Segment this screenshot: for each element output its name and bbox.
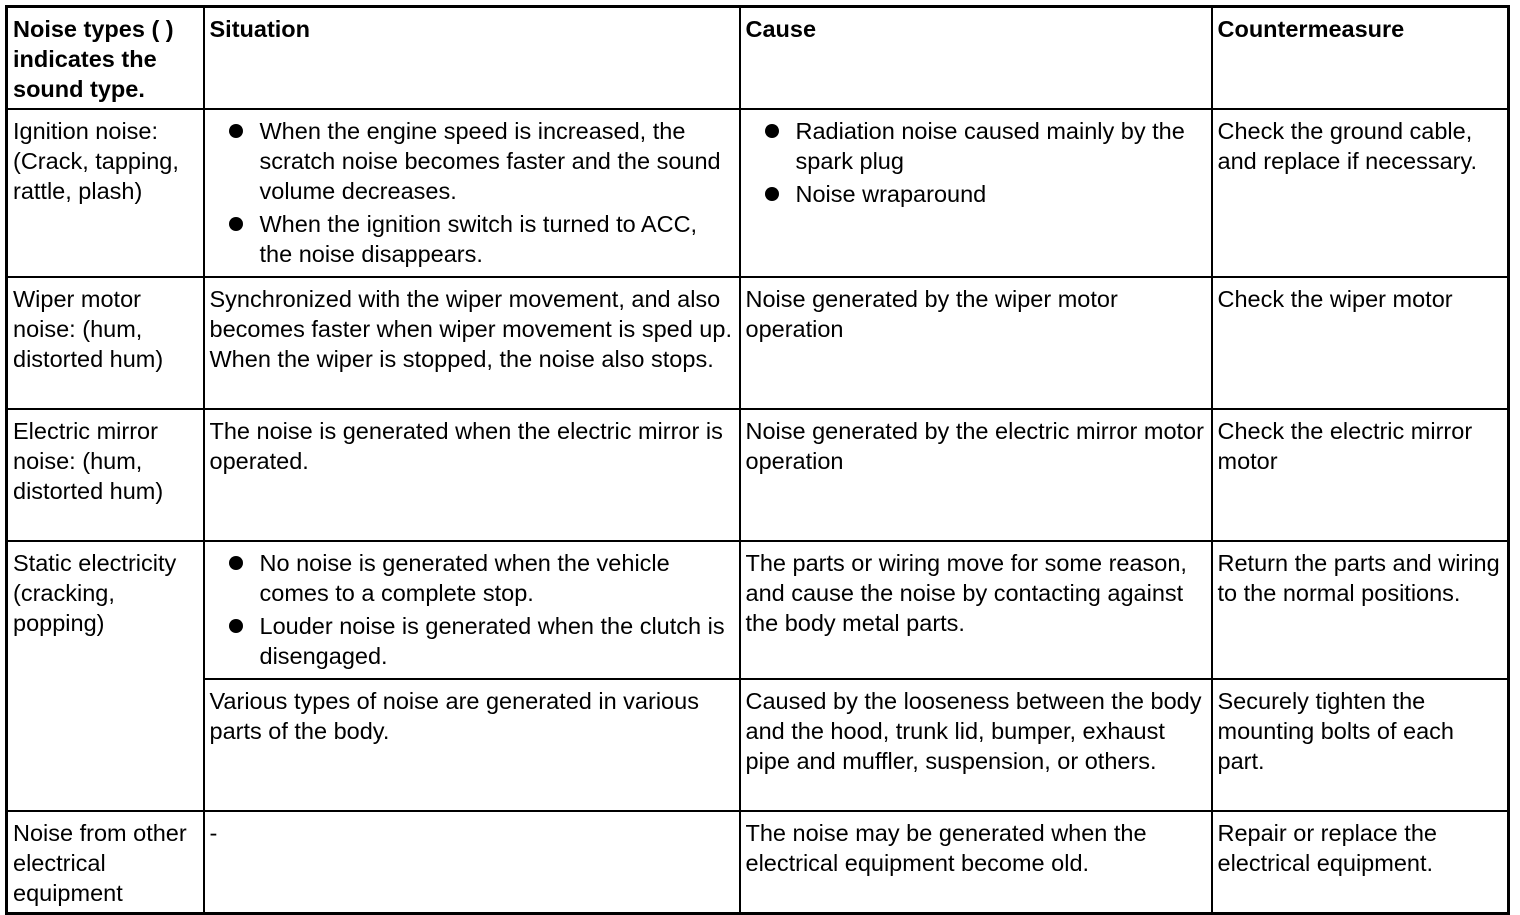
countermeasure-cell: Check the electric mirror motor (1212, 409, 1509, 541)
list-item: Noise wraparound (746, 179, 1206, 209)
header-countermeasure: Countermeasure (1212, 7, 1509, 110)
cause-cell: Noise generated by the wiper motor operation (740, 277, 1212, 409)
table-row (7, 811, 1509, 914)
list-item: No noise is generated when the vehicle comes to a complete stop. (210, 548, 734, 608)
cause-cell: Noise generated by the electric mirror motor operation (740, 409, 1212, 541)
header-cause: Cause (740, 7, 1212, 110)
noise-type-cell: Noise from other electrical equipment (7, 811, 204, 914)
table-row (7, 109, 1509, 277)
list-item: Louder noise is generated when the clutch is disengaged. (210, 611, 734, 671)
table-row (7, 541, 1509, 679)
bullet-icon (229, 556, 243, 570)
situation-cell: Various types of noise are generated in various parts of the body. (204, 679, 740, 811)
header-situation: Situation (204, 7, 740, 110)
countermeasure-cell: Return the parts and wiring to the normal positions. (1212, 541, 1509, 679)
noise-type-cell: Ignition noise: (Crack, tapping, rattle, plash) (7, 109, 204, 277)
bullet-icon (229, 217, 243, 231)
situation-cell: Synchronized with the wiper movement, and also becomes faster when wiper movement is sped up. When the wiper is stopped, the noise also stops. (204, 277, 740, 409)
list-item: Radiation noise caused mainly by the spark plug (746, 116, 1206, 176)
header-noise-type: Noise types ( ) indicates the sound type. (7, 7, 204, 110)
countermeasure-cell: Repair or replace the electrical equipment. (1212, 811, 1509, 914)
situation-cell: - (204, 811, 740, 914)
situation-cell: The noise is generated when the electric mirror is operated. (204, 409, 740, 541)
noise-type-cell: Static electricity (cracking, popping) (7, 541, 204, 811)
cause-cell (740, 109, 1212, 277)
cause-cell: The noise may be generated when the electrical equipment become old. (740, 811, 1212, 914)
list-item: When the engine speed is increased, the scratch noise becomes faster and the sound volume decreases. (210, 116, 734, 206)
table-row (7, 277, 1509, 409)
noise-type-cell: Wiper motor noise: (hum, distorted hum) (7, 277, 204, 409)
situation-cell (204, 109, 740, 277)
table-row (7, 679, 1509, 811)
noise-type-cell: Electric mirror noise: (hum, distorted hum) (7, 409, 204, 541)
bullet-icon (765, 124, 779, 138)
table-row (7, 409, 1509, 541)
countermeasure-cell: Check the ground cable, and replace if necessary. (1212, 109, 1509, 277)
bullet-icon (229, 619, 243, 633)
cause-cell: The parts or wiring move for some reason, and cause the noise by contacting against the body metal parts. (740, 541, 1212, 679)
bullet-icon (765, 187, 779, 201)
cause-cell: Caused by the looseness between the body and the hood, trunk lid, bumper, exhaust pipe and muffler, suspension, or others. (740, 679, 1212, 811)
bullet-icon (229, 124, 243, 138)
situation-cell (204, 541, 740, 679)
countermeasure-cell: Check the wiper motor (1212, 277, 1509, 409)
header-row (7, 7, 1509, 110)
noise-troubleshooting-table (5, 5, 1510, 915)
list-item: When the ignition switch is turned to ACC, the noise disappears. (210, 209, 734, 269)
countermeasure-cell: Securely tighten the mounting bolts of each part. (1212, 679, 1509, 811)
